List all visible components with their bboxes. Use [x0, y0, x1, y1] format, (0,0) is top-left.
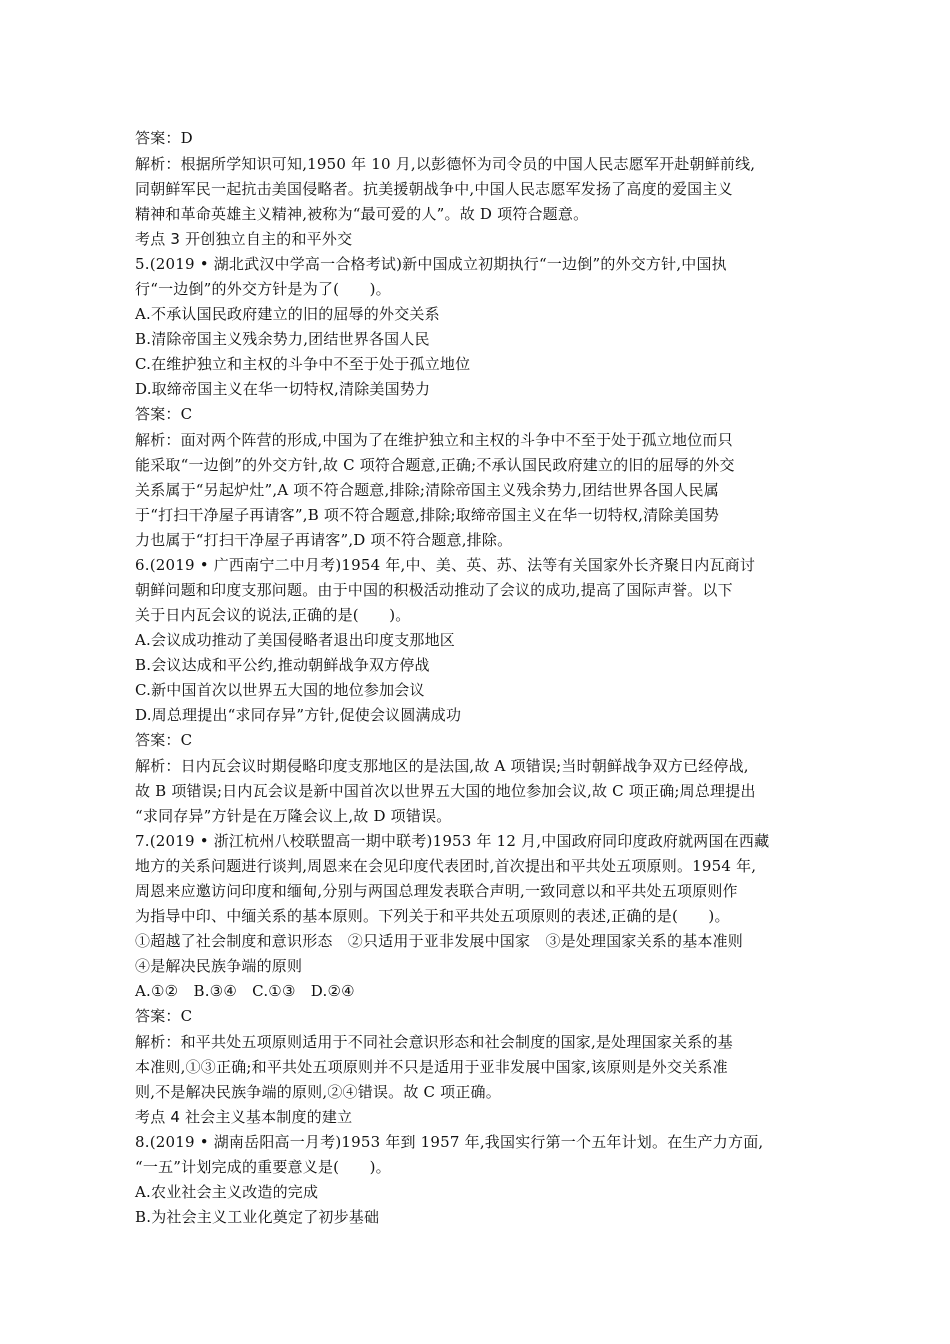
analysis-4-line-2: 同朝鲜军民一起抗击美国侵略者。抗美援朝战争中,中国人民志愿军发扬了高度的爱国主义	[135, 180, 733, 198]
question-8-option-b: B.为社会主义工业化奠定了初步基础	[135, 1208, 380, 1226]
question-5-option-a: A.不承认国民政府建立的旧的屈辱的外交关系	[135, 305, 440, 323]
answer-5: 答案：C	[135, 405, 193, 423]
analysis-6-line-2: 故 B 项错误;日内瓦会议是新中国首次以世界五大国的地位参加会议,故 C 项正确;周总理提出	[135, 782, 756, 800]
analysis-5-line-4: 于“打扫干净屋子再请客”,B 项不符合题意,排除;取缔帝国主义在华一切特权,清除美国势	[135, 506, 720, 524]
question-7-stem-line-2: 地方的关系问题进行谈判,周恩来在会见印度代表团时,首次提出和平共处五项原则。1954 年,	[135, 857, 757, 875]
question-5-stem-line-2: 行“一边倒”的外交方针是为了( )。	[135, 280, 391, 298]
analysis-5-line-2: 能采取“一边倒”的外交方针,故 C 项符合题意,正确;不承认国民政府建立的旧的屈辱的外交	[135, 456, 735, 474]
analysis-6-line-1: 解析：日内瓦会议时期侵略印度支那地区的是法国,故 A 项错误;当时朝鲜战争双方已经停战,	[135, 757, 749, 775]
question-8-option-a: A.农业社会主义改造的完成	[135, 1183, 319, 1201]
question-7-statements-line-1: ①超越了社会制度和意识形态 ②只适用于亚非发展中国家 ③是处理国家关系的基本准则	[135, 932, 744, 950]
question-6-option-b: B.会议达成和平公约,推动朝鲜战争双方停战	[135, 656, 430, 674]
analysis-7-line-3: 则,不是解决民族争端的原则,②④错误。故 C 项正确。	[135, 1083, 501, 1101]
question-8-stem-line-1: 8.(2019 • 湖南岳阳高一月考)1953 年到 1957 年,我国实行第一个五年计划。在生产力方面,	[135, 1133, 764, 1151]
question-6-option-a: A.会议成功推动了美国侵略者退出印度支那地区	[135, 631, 456, 649]
analysis-5-line-1: 解析：面对两个阵营的形成,中国为了在维护独立和主权的斗争中不至于处于孤立地位而只	[135, 431, 733, 449]
question-5-stem-line-1: 5.(2019 • 湖北武汉中学高一合格考试)新中国成立初期执行“一边倒”的外交方针,中国执	[135, 255, 727, 273]
question-8-stem-line-2: “一五”计划完成的重要意义是( )。	[135, 1158, 391, 1176]
analysis-7-line-2: 本准则,①③正确;和平共处五项原则并不只是适用于亚非发展中国家,该原则是外交关系准	[135, 1058, 728, 1076]
section-heading-3: 考点 3 开创独立自主的和平外交	[135, 230, 353, 248]
question-6-stem-line-3: 关于日内瓦会议的说法,正确的是( )。	[135, 606, 411, 624]
analysis-6-line-3: “求同存异”方针是在万隆会议上,故 D 项错误。	[135, 807, 452, 825]
question-7-stem-line-1: 7.(2019 • 浙江杭州八校联盟高一期中联考)1953 年 12 月,中国政府同印度政府就两国在西藏	[135, 832, 770, 850]
analysis-4-line-3: 精神和革命英雄主义精神,被称为“最可爱的人”。故 D 项符合题意。	[135, 205, 589, 223]
analysis-4-line-1: 解析：根据所学知识可知,1950 年 10 月,以彭德怀为司令员的中国人民志愿军开赴朝鲜前线,	[135, 155, 756, 173]
question-7-stem-line-4: 为指导中印、中缅关系的基本原则。下列关于和平共处五项原则的表述,正确的是( )。	[135, 907, 730, 925]
question-6-stem-line-2: 朝鲜问题和印度支那问题。由于中国的积极活动推动了会议的成功,提高了国际声誉。以下	[135, 581, 733, 599]
analysis-5-line-3: 关系属于“另起炉灶”,A 项不符合题意,排除;清除帝国主义残余势力,团结世界各国人民属	[135, 481, 719, 499]
question-7-stem-line-3: 周恩来应邀访问印度和缅甸,分别与两国总理发表联合声明,一致同意以和平共处五项原则作	[135, 882, 738, 900]
question-7-options: A.①② B.③④ C.①③ D.②④	[135, 982, 355, 1000]
section-heading-4: 考点 4 社会主义基本制度的建立	[135, 1108, 353, 1126]
question-5-option-d: D.取缔帝国主义在华一切特权,清除美国势力	[135, 380, 431, 398]
question-6-option-c: C.新中国首次以世界五大国的地位参加会议	[135, 681, 425, 699]
question-6-option-d: D.周总理提出“求同存异”方针,促使会议圆满成功	[135, 706, 462, 724]
question-5-option-c: C.在维护独立和主权的斗争中不至于处于孤立地位	[135, 355, 471, 373]
answer-4: 答案：D	[135, 129, 193, 147]
question-5-option-b: B.清除帝国主义残余势力,团结世界各国人民	[135, 330, 430, 348]
answer-7: 答案：C	[135, 1007, 193, 1025]
answer-6: 答案：C	[135, 731, 193, 749]
question-6-stem-line-1: 6.(2019 • 广西南宁二中月考)1954 年,中、美、英、苏、法等有关国家外长齐聚日内瓦商讨	[135, 556, 756, 574]
question-7-statements-line-2: ④是解决民族争端的原则	[135, 957, 303, 975]
analysis-7-line-1: 解析：和平共处五项原则适用于不同社会意识形态和社会制度的国家,是处理国家关系的基	[135, 1033, 733, 1051]
analysis-5-line-5: 力也属于“打扫干净屋子再请客”,D 项不符合题意,排除。	[135, 531, 513, 549]
